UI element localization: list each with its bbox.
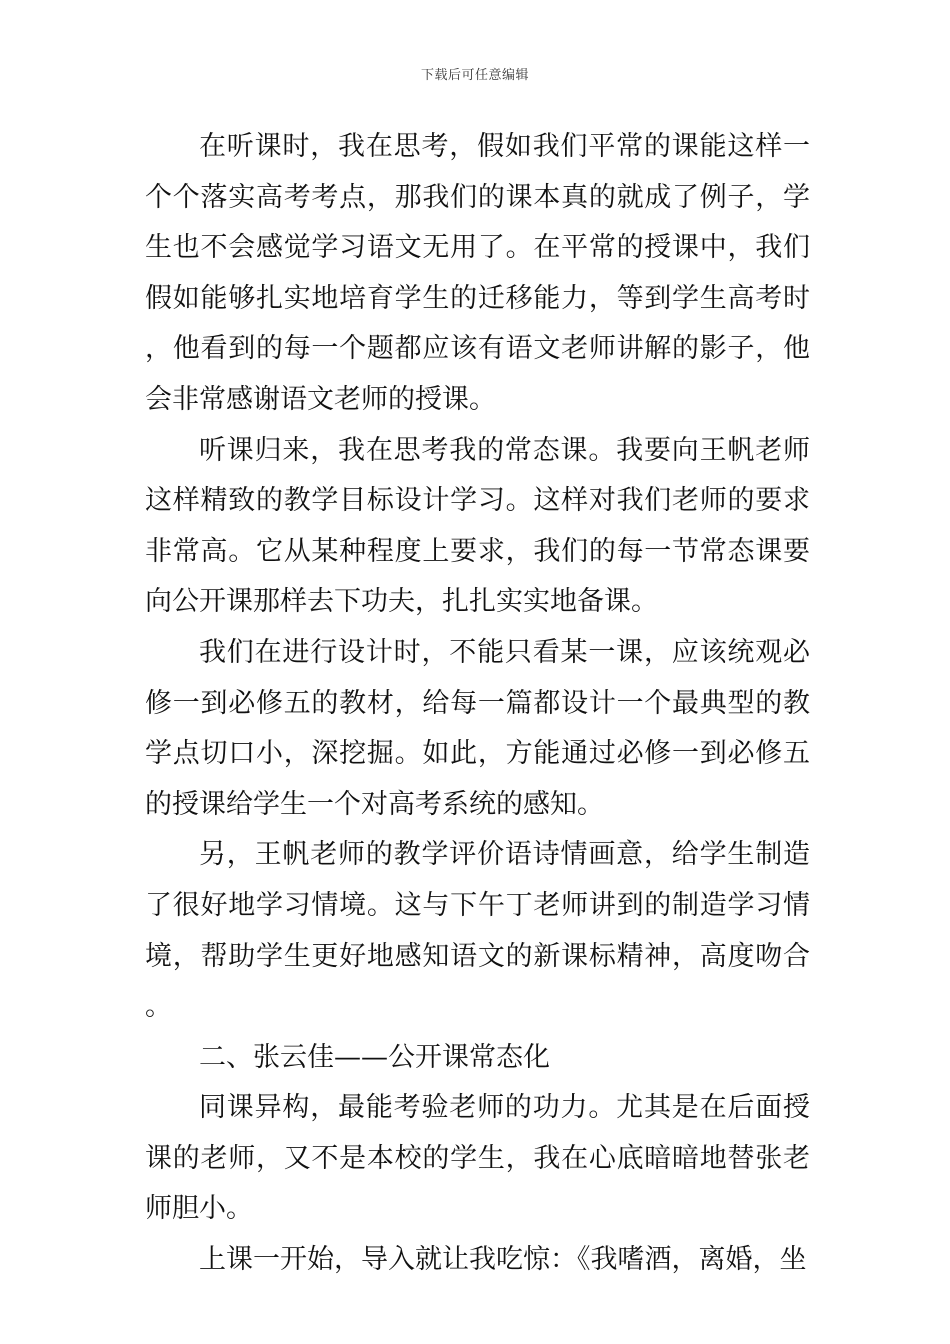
document-body: [145, 122, 810, 1286]
paragraph-1: 在听课时，我在思考，假如我们平常的课能这样一个个落实高考考点，那我们的课本真的就成了例子，学生也不会感觉学习语文无用了。在平常的授课中，我们假如能够扎实地培育学生的迁移能力，等到学生高考时，他看到的每一个题都应该有语文老师讲解的影子，他会非常感谢语文老师的授课。: [145, 131, 810, 415]
paragraph-3: 我们在进行设计时，不能只看某一课，应该统观必修一到必修五的教材，给每一篇都设计一个最典型的教学点切口小，深挖掘。如此，方能通过必修一到必修五的授课给学生一个对高考系统的感知。: [145, 636, 810, 820]
section-heading: 二、张云佳——公开课常态化: [199, 1041, 550, 1073]
paragraph-5: 同课异构，最能考验老师的功力。尤其是在后面授课的老师，又不是本校的学生，我在心底暗暗地替张老师胆小。: [145, 1092, 810, 1225]
paragraph-2: 听课归来，我在思考我的常态课。我要向王帆老师这样精致的教学目标设计学习。这样对我们老师的要求非常高。它从某种程度上要求，我们的每一节常态课要向公开课那样去下功夫，扎扎实实地备课。: [145, 434, 810, 618]
paragraph-6: 上课一开始，导入就让我吃惊：《我嗜酒，离婚，坐: [199, 1244, 807, 1276]
page-header: 下载后可任意编辑: [420, 68, 529, 83]
paragraph-4: 另，王帆老师的教学评价语诗情画意，给学生制造了很好地学习情境。这与下午丁老师讲到的制造学习情境，帮助学生更好地感知语文的新课标精神，高度吻合。: [145, 839, 810, 1023]
